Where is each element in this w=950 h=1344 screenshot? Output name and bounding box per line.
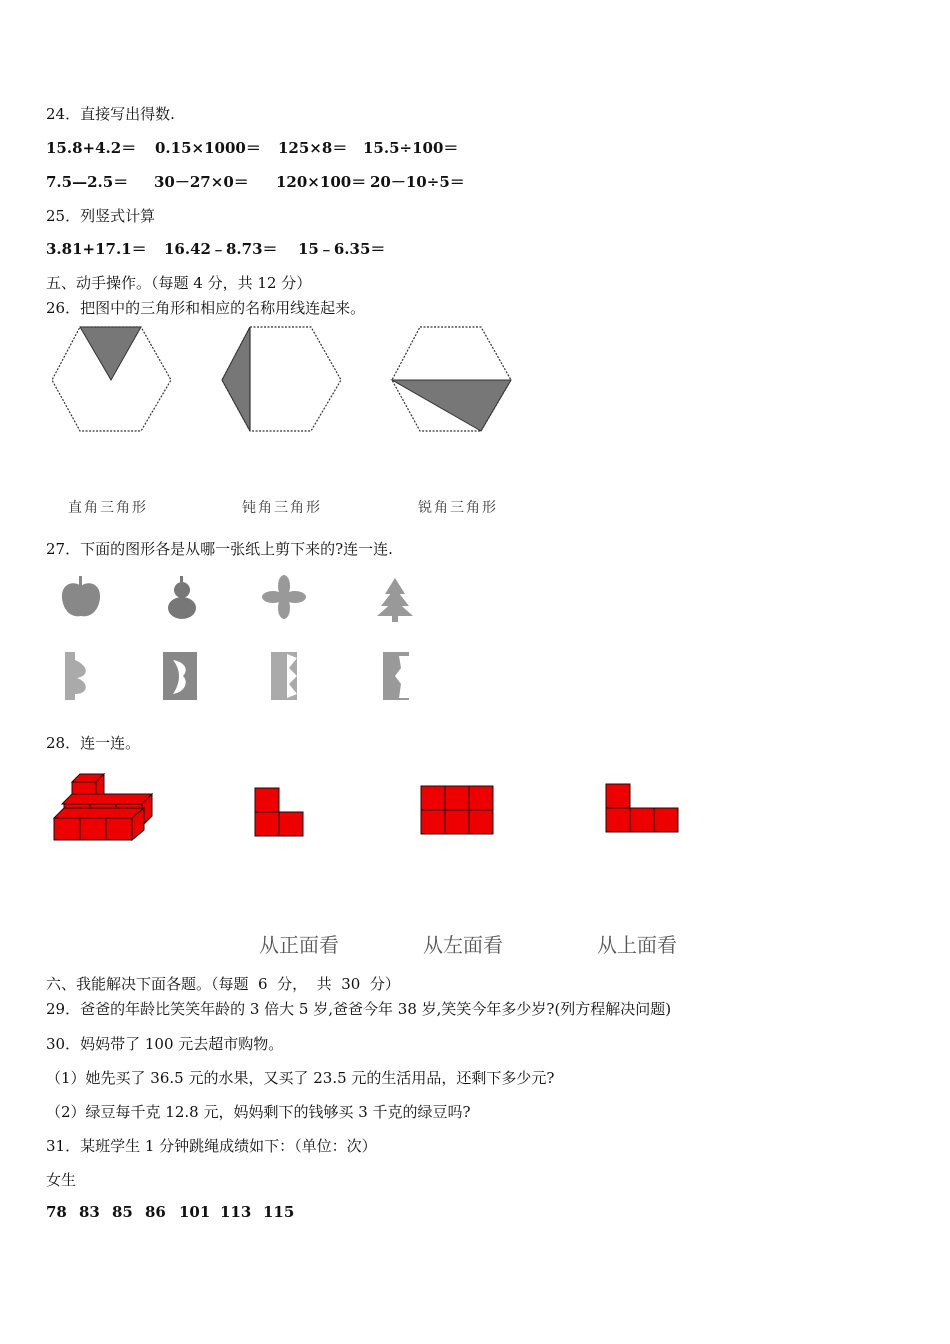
- section5-heading: 五、动手操作。（每题 4 分，共 12 分）: [46, 274, 312, 292]
- q25-title: 25．列竖式计算: [46, 207, 156, 225]
- expr: 20－10÷5＝: [370, 173, 465, 191]
- triangle-shaded-3: [392, 380, 511, 431]
- view-shape-1: [255, 788, 303, 836]
- expr: 16.42﹣8.73＝: [164, 240, 278, 258]
- expr: 15﹣6.35＝: [298, 240, 386, 258]
- expr: 125×8＝: [278, 139, 348, 157]
- q28-cubes: [52, 772, 692, 846]
- view-front-label: 从正面看: [259, 933, 339, 957]
- triangle-shaded-2: [222, 327, 250, 431]
- q30-title: 30．妈妈带了 100 元去超市购物。: [46, 1035, 284, 1053]
- expr: 15.5÷100＝: [363, 139, 459, 157]
- value-cell: 85: [112, 1203, 133, 1221]
- view-shape-3: [606, 784, 678, 832]
- view-top-label: 从上面看: [597, 933, 677, 957]
- q27-shapes: [55, 572, 425, 707]
- flower-shape: [262, 575, 306, 619]
- tree-shape: [377, 578, 413, 622]
- paper-2: [163, 652, 197, 700]
- view-shape-2: [421, 786, 493, 834]
- label-obtuse-triangle: 钝角三角形: [242, 500, 322, 516]
- q26-hexagons: [50, 325, 520, 437]
- value-cell: 86: [145, 1203, 166, 1221]
- q31-group-label: 女生: [46, 1171, 77, 1189]
- paper-3: [271, 652, 297, 700]
- q30-part1: （1）她先买了 36.5 元的水果，又买了 23.5 元的生活用品，还剩下多少元?: [46, 1069, 555, 1087]
- paper-1: [65, 652, 93, 700]
- triangle-shaded-1: [80, 327, 141, 380]
- expr: 120×100＝: [276, 173, 367, 191]
- value-cell: 115: [263, 1203, 295, 1221]
- hexagon-3: [392, 327, 511, 431]
- view-left-label: 从左面看: [423, 933, 503, 957]
- label-acute-triangle: 锐角三角形: [418, 500, 498, 516]
- value-cell: 78: [46, 1203, 67, 1221]
- expr: 15.8+4.2＝: [46, 139, 137, 157]
- q24-title: 24．直接写出得数.: [46, 105, 175, 123]
- expr: 0.15×1000＝: [155, 139, 261, 157]
- q30-part2: （2）绿豆每千克 12.8 元，妈妈剩下的钱够买 3 千克的绿豆吗?: [46, 1103, 471, 1121]
- paper-4: [383, 652, 409, 700]
- apple-shape: [62, 576, 100, 616]
- q27-title: 27．下面的图形各是从哪一张纸上剪下来的?连一连.: [46, 540, 393, 558]
- gourd-shape: [168, 576, 196, 619]
- q28-title: 28．连一连。: [46, 734, 141, 752]
- value-cell: 83: [79, 1203, 100, 1221]
- value-cell: 101: [179, 1203, 211, 1221]
- q29-text: 29．爸爸的年龄比笑笑年龄的 3 倍大 5 岁,爸爸今年 38 岁,笑笑今年多少岁?(列方程解决问题): [46, 1000, 672, 1018]
- expr: 7.5—2.5＝: [46, 173, 129, 191]
- section6-heading: 六、我能解决下面各题。（每题 6 分， 共 30 分）: [46, 975, 400, 993]
- expr: 3.81+17.1＝: [46, 240, 147, 258]
- expr: 30－27×0＝: [154, 173, 249, 191]
- label-right-triangle: 直角三角形: [68, 500, 148, 516]
- q26-title: 26．把图中的三角形和相应的名称用线连起来。: [46, 299, 366, 317]
- q31-title: 31．某班学生 1 分钟跳绳成绩如下：（单位：次）: [46, 1137, 377, 1155]
- cube-structure: [54, 774, 152, 840]
- value-cell: 113: [220, 1203, 252, 1221]
